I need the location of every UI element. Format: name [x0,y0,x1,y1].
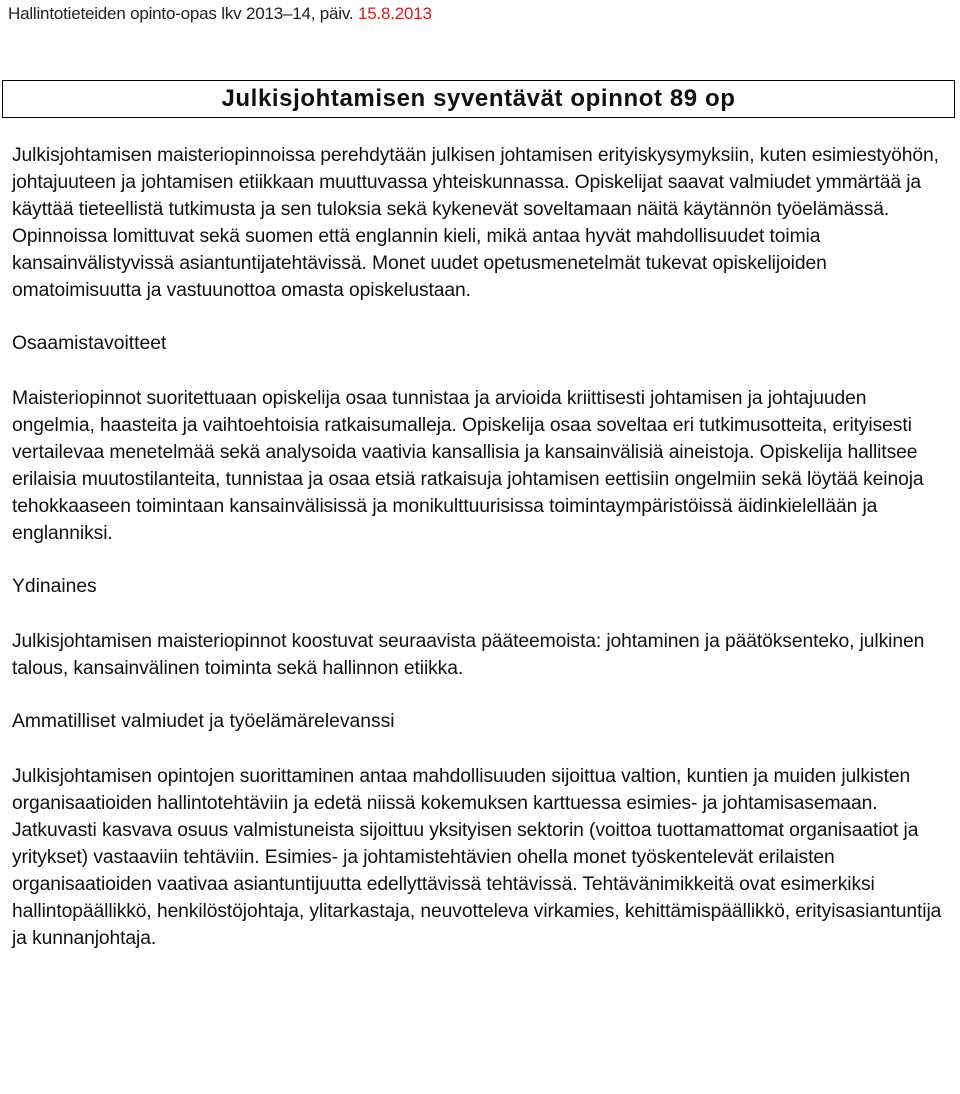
title-box [2,80,955,118]
document-body [12,142,947,952]
header-date: 15.8.2013 [357,4,432,23]
section-heading-osaamistavoitteet: Osaamistavoitteet [12,333,167,354]
page-header [8,4,432,24]
section-heading-ammatilliset-valmiudet: Ammatilliset valmiudet ja työelämärelevanssi [12,711,395,732]
section-paragraph-ammatilliset-valmiudet: Julkisjohtamisen opintojen suorittaminen antaa mahdollisuuden sijoittua valtion, kuntien ja muiden julkisten organisaatioiden hallintotehtäviin ja edetä niissä kokemuksen karttuessa esimies- ja johtamisasemaan. Jatkuvasti kasvava osuus valmistuneista sijoittuu yksityisen sektorin (voittoa tuottamattomat organisaatiot ja yritykset) vastaaviin tehtäviin. Esimies- ja johtamistehtävien ohella monet työskentelevät erilaisten organisaatioiden vaativaa asiantuntijuutta edellyttävissä tehtävissä. Tehtävänimikkeitä ovat esimerkiksi hallintopäällikkö, henkilöstöjohtaja, ylitarkastaja, neuvotteleva virkamies, kehittämispäällikkö, erityisasiantuntija ja kunnanjohtaja. [12,766,942,949]
header-text: Hallintotieteiden opinto-opas lkv 2013–14, päiv. [8,4,358,23]
section-paragraph-ydinaines: Julkisjohtamisen maisteriopinnot koostuvat seuraavista pääteemoista: johtaminen ja päätöksenteko, julkinen talous, kansainvälinen toiminta sekä hallinnon etiikka. [12,631,925,679]
page-title: Julkisjohtamisen syventävät opinnot 89 op [221,85,736,112]
intro-paragraph: Julkisjohtamisen maisteriopinnoissa perehdytään julkisen johtamisen erityiskysymyksiin, kuten esimiestyöhön, johtajuuteen ja johtamisen etiikkaan muuttuvassa yhteiskunnassa. Opiskelijat saavat valmiudet ymmärtää ja käyttää tieteellistä tutkimusta ja sen tuloksia sekä kykenevät soveltamaan näitä käytännön työelämässä. Opinnoissa lomittuvat sekä suomen että englannin kieli, mikä antaa hyvät mahdollisuudet toimia kansainvälistyvissä asiantuntijatehtävissä. Monet uudet opetusmenetelmät tukevat opiskelijoiden omatoimisuutta ja vastuunottoa omasta opiskelustaan. [12,145,939,301]
section-paragraph-osaamistavoitteet: Maisteriopinnot suoritettuaan opiskelija osaa tunnistaa ja arvioida kriittisesti johtamisen ja johtajuuden ongelmia, haasteita ja vaihtoehtoisia ratkaisumalleja. Opiskelija osaa soveltaa eri tutkimusotteita, erityisesti vertailevaa menetelmää sekä analysoida vaativia kansallisia ja kansainvälisiä aineistoja. Opiskelija hallitsee erilaisia muutostilanteita, tunnistaa ja osaa etsiä ratkaisuja johtamisen eettisiin ongelmiin sekä löytää keinoja tehokkaaseen toimintaan kansainvälisissä ja monikulttuurisissa toimintaympäristöissä äidinkielellään ja englanniksi. [12,388,924,544]
section-heading-ydinaines: Ydinaines [12,576,97,597]
